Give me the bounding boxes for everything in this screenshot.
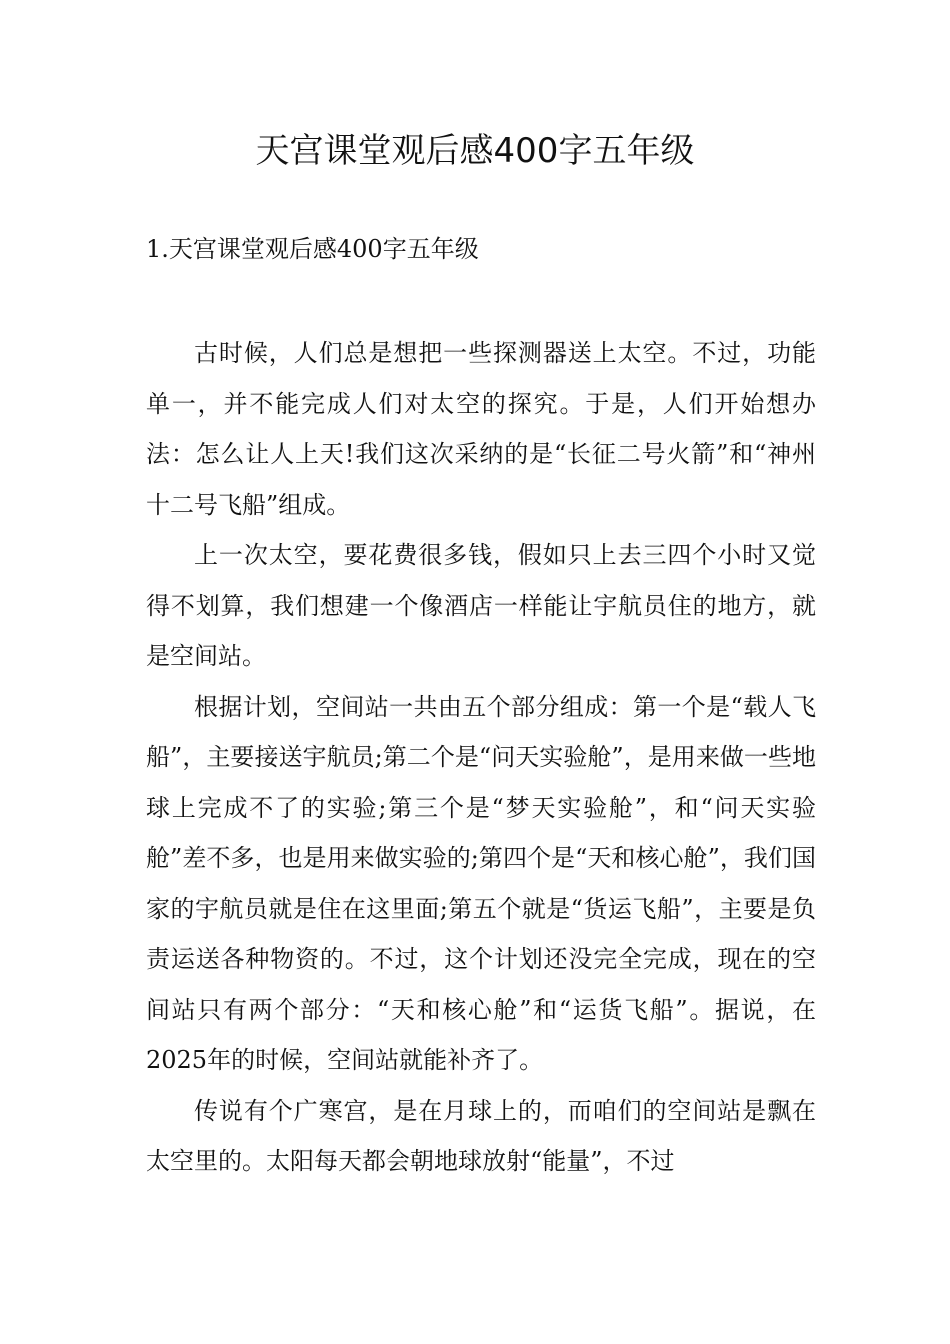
paragraph: 古时候，人们总是想把一些探测器送上太空。不过，功能单一，并不能完成人们对太空的探究。于是，人们开始想办法：怎么让人上天!我们这次采纳的是“长征二号火箭”和“神州十二号飞船”组成。: [146, 339, 816, 519]
paragraph: 上一次太空，要花费很多钱，假如只上去三四个小时又觉得不划算，我们想建一个像酒店一样能让宇航员住的地方，就是空间站。: [146, 541, 816, 670]
paragraph: 根据计划，空间站一共由五个部分组成：第一个是“载人飞船”，主要接送宇航员;第二个是“问天实验舱”，是用来做一些地球上完成不了的实验;第三个是“梦天实验舱”，和“问天实验舱”差不多，也是用来做实验的;第四个是“天和核心舱”，我们国家的宇航员就是住在这里面;第五个就是“货运飞船”，主要是负责运送各种物资的。不过，这个计划还没完全完成，现在的空间站只有两个部分：“天和核心舱”和“运货飞船”。据说，在2025年的时候，空间站就能补齐了。: [146, 692, 816, 1074]
document-body: [146, 328, 816, 1187]
paragraph: 传说有个广寒宫，是在月球上的，而咱们的空间站是飘在太空里的。太阳每天都会朝地球放射“能量”，不过: [146, 1096, 816, 1175]
section-heading: 1.天宫课堂观后感400字五年级: [146, 235, 479, 263]
document-title: 天宫课堂观后感400字五年级: [255, 131, 695, 171]
